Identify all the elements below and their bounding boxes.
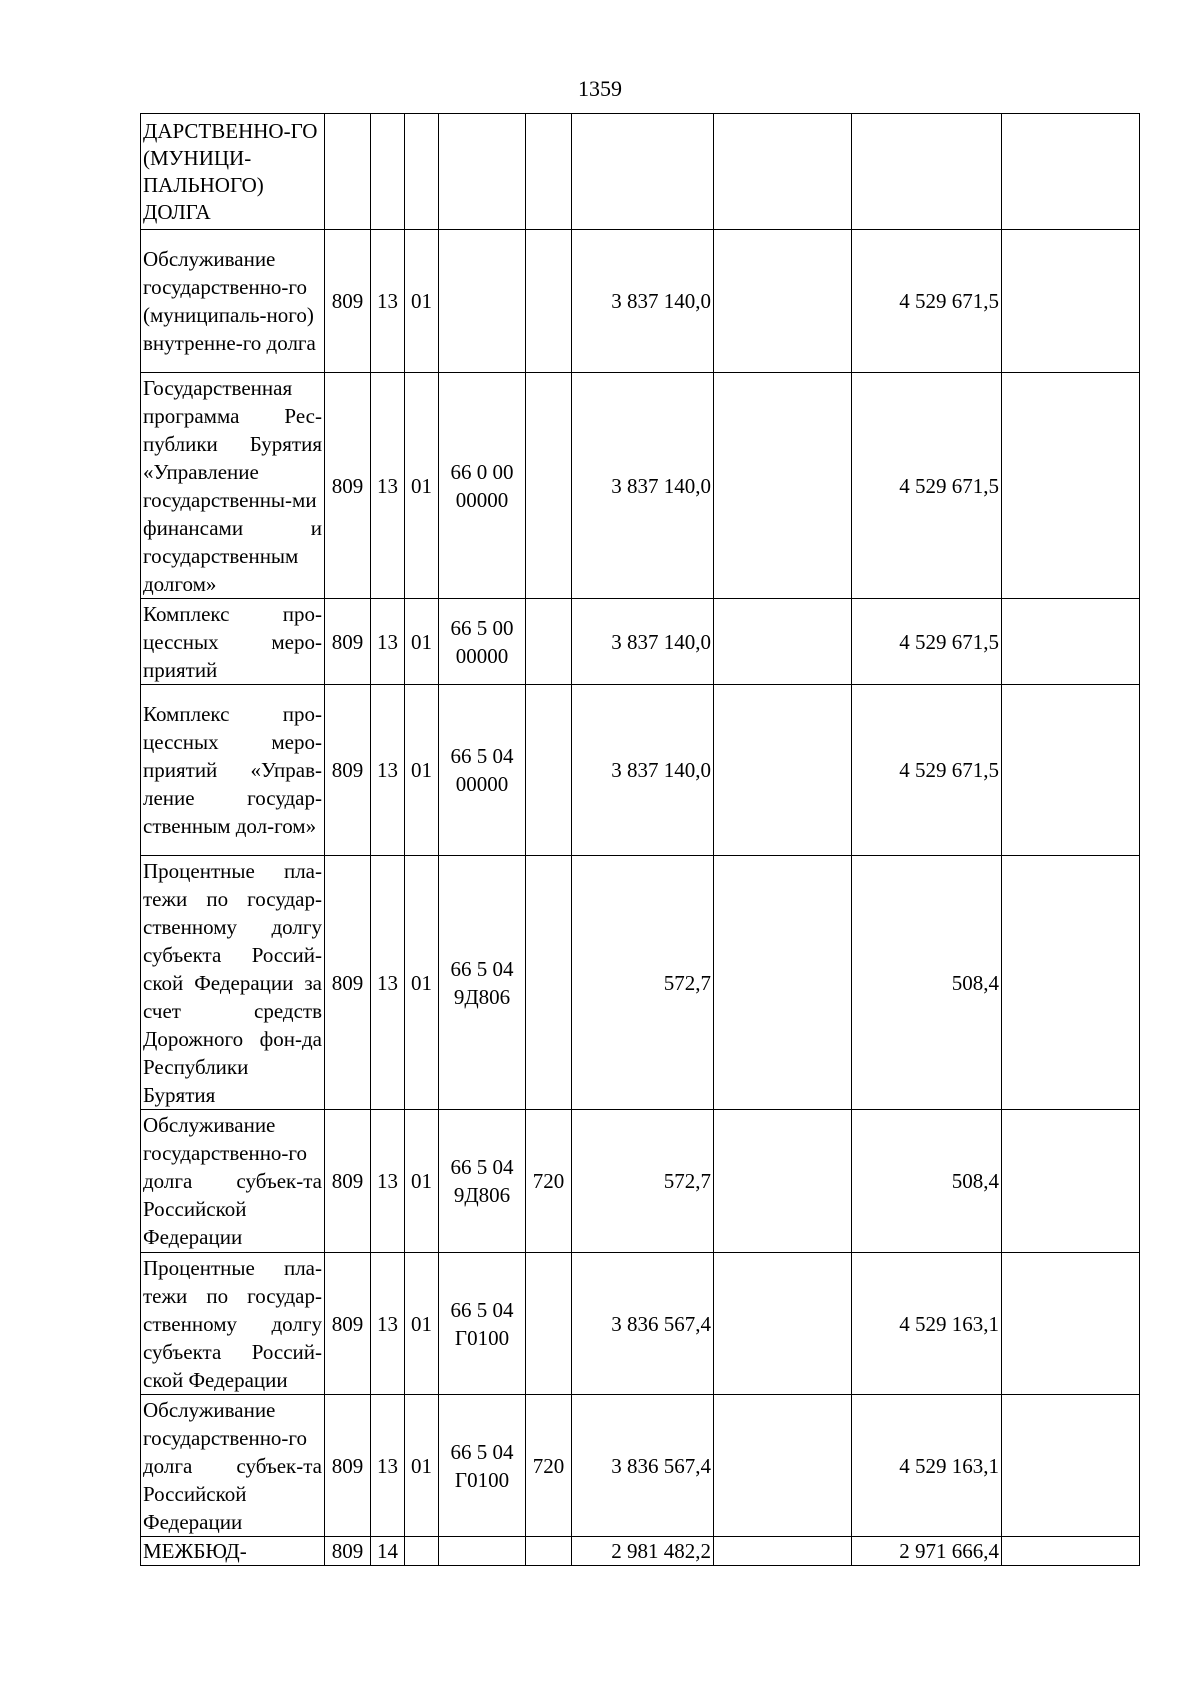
expense-type-code xyxy=(526,1537,572,1566)
table-row xyxy=(141,1537,1140,1566)
amount-year-2: 2 971 666,4 xyxy=(852,1537,1002,1566)
empty-cell xyxy=(1002,230,1140,373)
amount-year-2: 4 529 163,1 xyxy=(852,1253,1002,1395)
target-article-code: 66 0 00 00000 xyxy=(439,373,526,599)
table-row xyxy=(141,685,1140,856)
target-article-code xyxy=(439,1537,526,1566)
row-name: Обслуживание государственно-го долга субъек-та Российской Федерации xyxy=(141,1395,325,1537)
ved-code: 809 xyxy=(325,1395,371,1537)
empty-cell xyxy=(1002,373,1140,599)
empty-cell xyxy=(714,685,852,856)
row-name: Процентные пла-тежи по государ-ственному долгу субъекта Россий-ской Федерации xyxy=(141,1253,325,1395)
subsection-code: 01 xyxy=(405,856,439,1110)
table-row xyxy=(141,1395,1140,1537)
ved-code: 809 xyxy=(325,1537,371,1566)
ved-code: 809 xyxy=(325,599,371,685)
amount-year-1: 3 836 567,4 xyxy=(572,1253,714,1395)
expense-type-code: 720 xyxy=(526,1395,572,1537)
empty-cell xyxy=(714,599,852,685)
subsection-code xyxy=(405,1537,439,1566)
row-name: Обслуживание государственно-го долга субъек-та Российской Федерации xyxy=(141,1110,325,1253)
subsection-code: 01 xyxy=(405,1110,439,1253)
section-code: 13 xyxy=(371,685,405,856)
subsection-code: 01 xyxy=(405,373,439,599)
ved-code: 809 xyxy=(325,1253,371,1395)
ved-code: 809 xyxy=(325,230,371,373)
expense-type-code xyxy=(526,373,572,599)
table-row xyxy=(141,599,1140,685)
empty-cell xyxy=(714,1253,852,1395)
section-code: 13 xyxy=(371,1395,405,1537)
amount-year-1: 3 837 140,0 xyxy=(572,685,714,856)
empty-cell xyxy=(1002,1395,1140,1537)
table-row xyxy=(141,230,1140,373)
empty-cell xyxy=(1002,856,1140,1110)
section-code xyxy=(371,114,405,230)
row-name: Обслуживание государственно-го (муниципаль-ного) внутренне-го долга xyxy=(141,230,325,373)
target-article-code: 66 5 04 Г0100 xyxy=(439,1253,526,1395)
target-article-code: 66 5 04 Г0100 xyxy=(439,1395,526,1537)
amount-year-2: 508,4 xyxy=(852,856,1002,1110)
target-article-code: 66 5 04 9Д806 xyxy=(439,856,526,1110)
empty-cell xyxy=(714,114,852,230)
expense-type-code xyxy=(526,599,572,685)
empty-cell xyxy=(1002,685,1140,856)
ved-code: 809 xyxy=(325,685,371,856)
section-code: 13 xyxy=(371,230,405,373)
ved-code: 809 xyxy=(325,1110,371,1253)
target-article-code xyxy=(439,230,526,373)
amount-year-2: 4 529 163,1 xyxy=(852,1395,1002,1537)
amount-year-1: 2 981 482,2 xyxy=(572,1537,714,1566)
empty-cell xyxy=(714,373,852,599)
ved-code: 809 xyxy=(325,856,371,1110)
subsection-code: 01 xyxy=(405,1395,439,1537)
amount-year-1: 3 837 140,0 xyxy=(572,599,714,685)
subsection-code: 01 xyxy=(405,230,439,373)
section-code: 13 xyxy=(371,373,405,599)
ved-code xyxy=(325,114,371,230)
subsection-code: 01 xyxy=(405,685,439,856)
expense-type-code xyxy=(526,114,572,230)
table-row xyxy=(141,114,1140,230)
amount-year-1: 572,7 xyxy=(572,856,714,1110)
table-row xyxy=(141,1110,1140,1253)
empty-cell xyxy=(1002,114,1140,230)
empty-cell xyxy=(1002,1537,1140,1566)
amount-year-1: 572,7 xyxy=(572,1110,714,1253)
expense-type-code: 720 xyxy=(526,1110,572,1253)
row-name: МЕЖБЮД- xyxy=(141,1537,325,1566)
amount-year-2: 4 529 671,5 xyxy=(852,230,1002,373)
target-article-code: 66 5 04 00000 xyxy=(439,685,526,856)
target-article-code xyxy=(439,114,526,230)
empty-cell xyxy=(714,1395,852,1537)
amount-year-2: 508,4 xyxy=(852,1110,1002,1253)
row-name: Комплекс про-цессных меро-приятий xyxy=(141,599,325,685)
ved-code: 809 xyxy=(325,373,371,599)
section-code: 13 xyxy=(371,856,405,1110)
amount-year-1: 3 836 567,4 xyxy=(572,1395,714,1537)
expense-type-code xyxy=(526,230,572,373)
empty-cell xyxy=(714,1110,852,1253)
amount-year-2 xyxy=(852,114,1002,230)
section-code: 13 xyxy=(371,1110,405,1253)
empty-cell xyxy=(714,856,852,1110)
expense-type-code xyxy=(526,1253,572,1395)
table-row xyxy=(141,373,1140,599)
table-row xyxy=(141,1253,1140,1395)
section-code: 13 xyxy=(371,1253,405,1395)
row-name: Комплекс про-цессных меро-приятий «Управ-ление государ-ственным дол-гом» xyxy=(141,685,325,856)
subsection-code: 01 xyxy=(405,1253,439,1395)
empty-cell xyxy=(1002,1253,1140,1395)
empty-cell xyxy=(1002,599,1140,685)
amount-year-2: 4 529 671,5 xyxy=(852,599,1002,685)
amount-year-1: 3 837 140,0 xyxy=(572,230,714,373)
amount-year-1: 3 837 140,0 xyxy=(572,373,714,599)
section-code: 13 xyxy=(371,599,405,685)
subsection-code xyxy=(405,114,439,230)
expense-type-code xyxy=(526,685,572,856)
amount-year-1 xyxy=(572,114,714,230)
target-article-code: 66 5 00 00000 xyxy=(439,599,526,685)
table-row xyxy=(141,856,1140,1110)
amount-year-2: 4 529 671,5 xyxy=(852,373,1002,599)
empty-cell xyxy=(714,1537,852,1566)
section-code: 14 xyxy=(371,1537,405,1566)
expense-type-code xyxy=(526,856,572,1110)
budget-table xyxy=(140,113,1140,1566)
row-name: ДАРСТВЕННО-ГО (МУНИЦИ-ПАЛЬНОГО) ДОЛГА xyxy=(141,114,325,230)
row-name: Государственная программа Рес-публики Бурятия «Управление государственны-ми финансами и государственным долгом» xyxy=(141,373,325,599)
row-name: Процентные пла-тежи по государ-ственному долгу субъекта Россий-ской Федерации за счет средств Дорожного фон-да Республики Бурятия xyxy=(141,856,325,1110)
page-number: 1359 xyxy=(578,76,622,101)
target-article-code: 66 5 04 9Д806 xyxy=(439,1110,526,1253)
amount-year-2: 4 529 671,5 xyxy=(852,685,1002,856)
empty-cell xyxy=(714,230,852,373)
subsection-code: 01 xyxy=(405,599,439,685)
empty-cell xyxy=(1002,1110,1140,1253)
